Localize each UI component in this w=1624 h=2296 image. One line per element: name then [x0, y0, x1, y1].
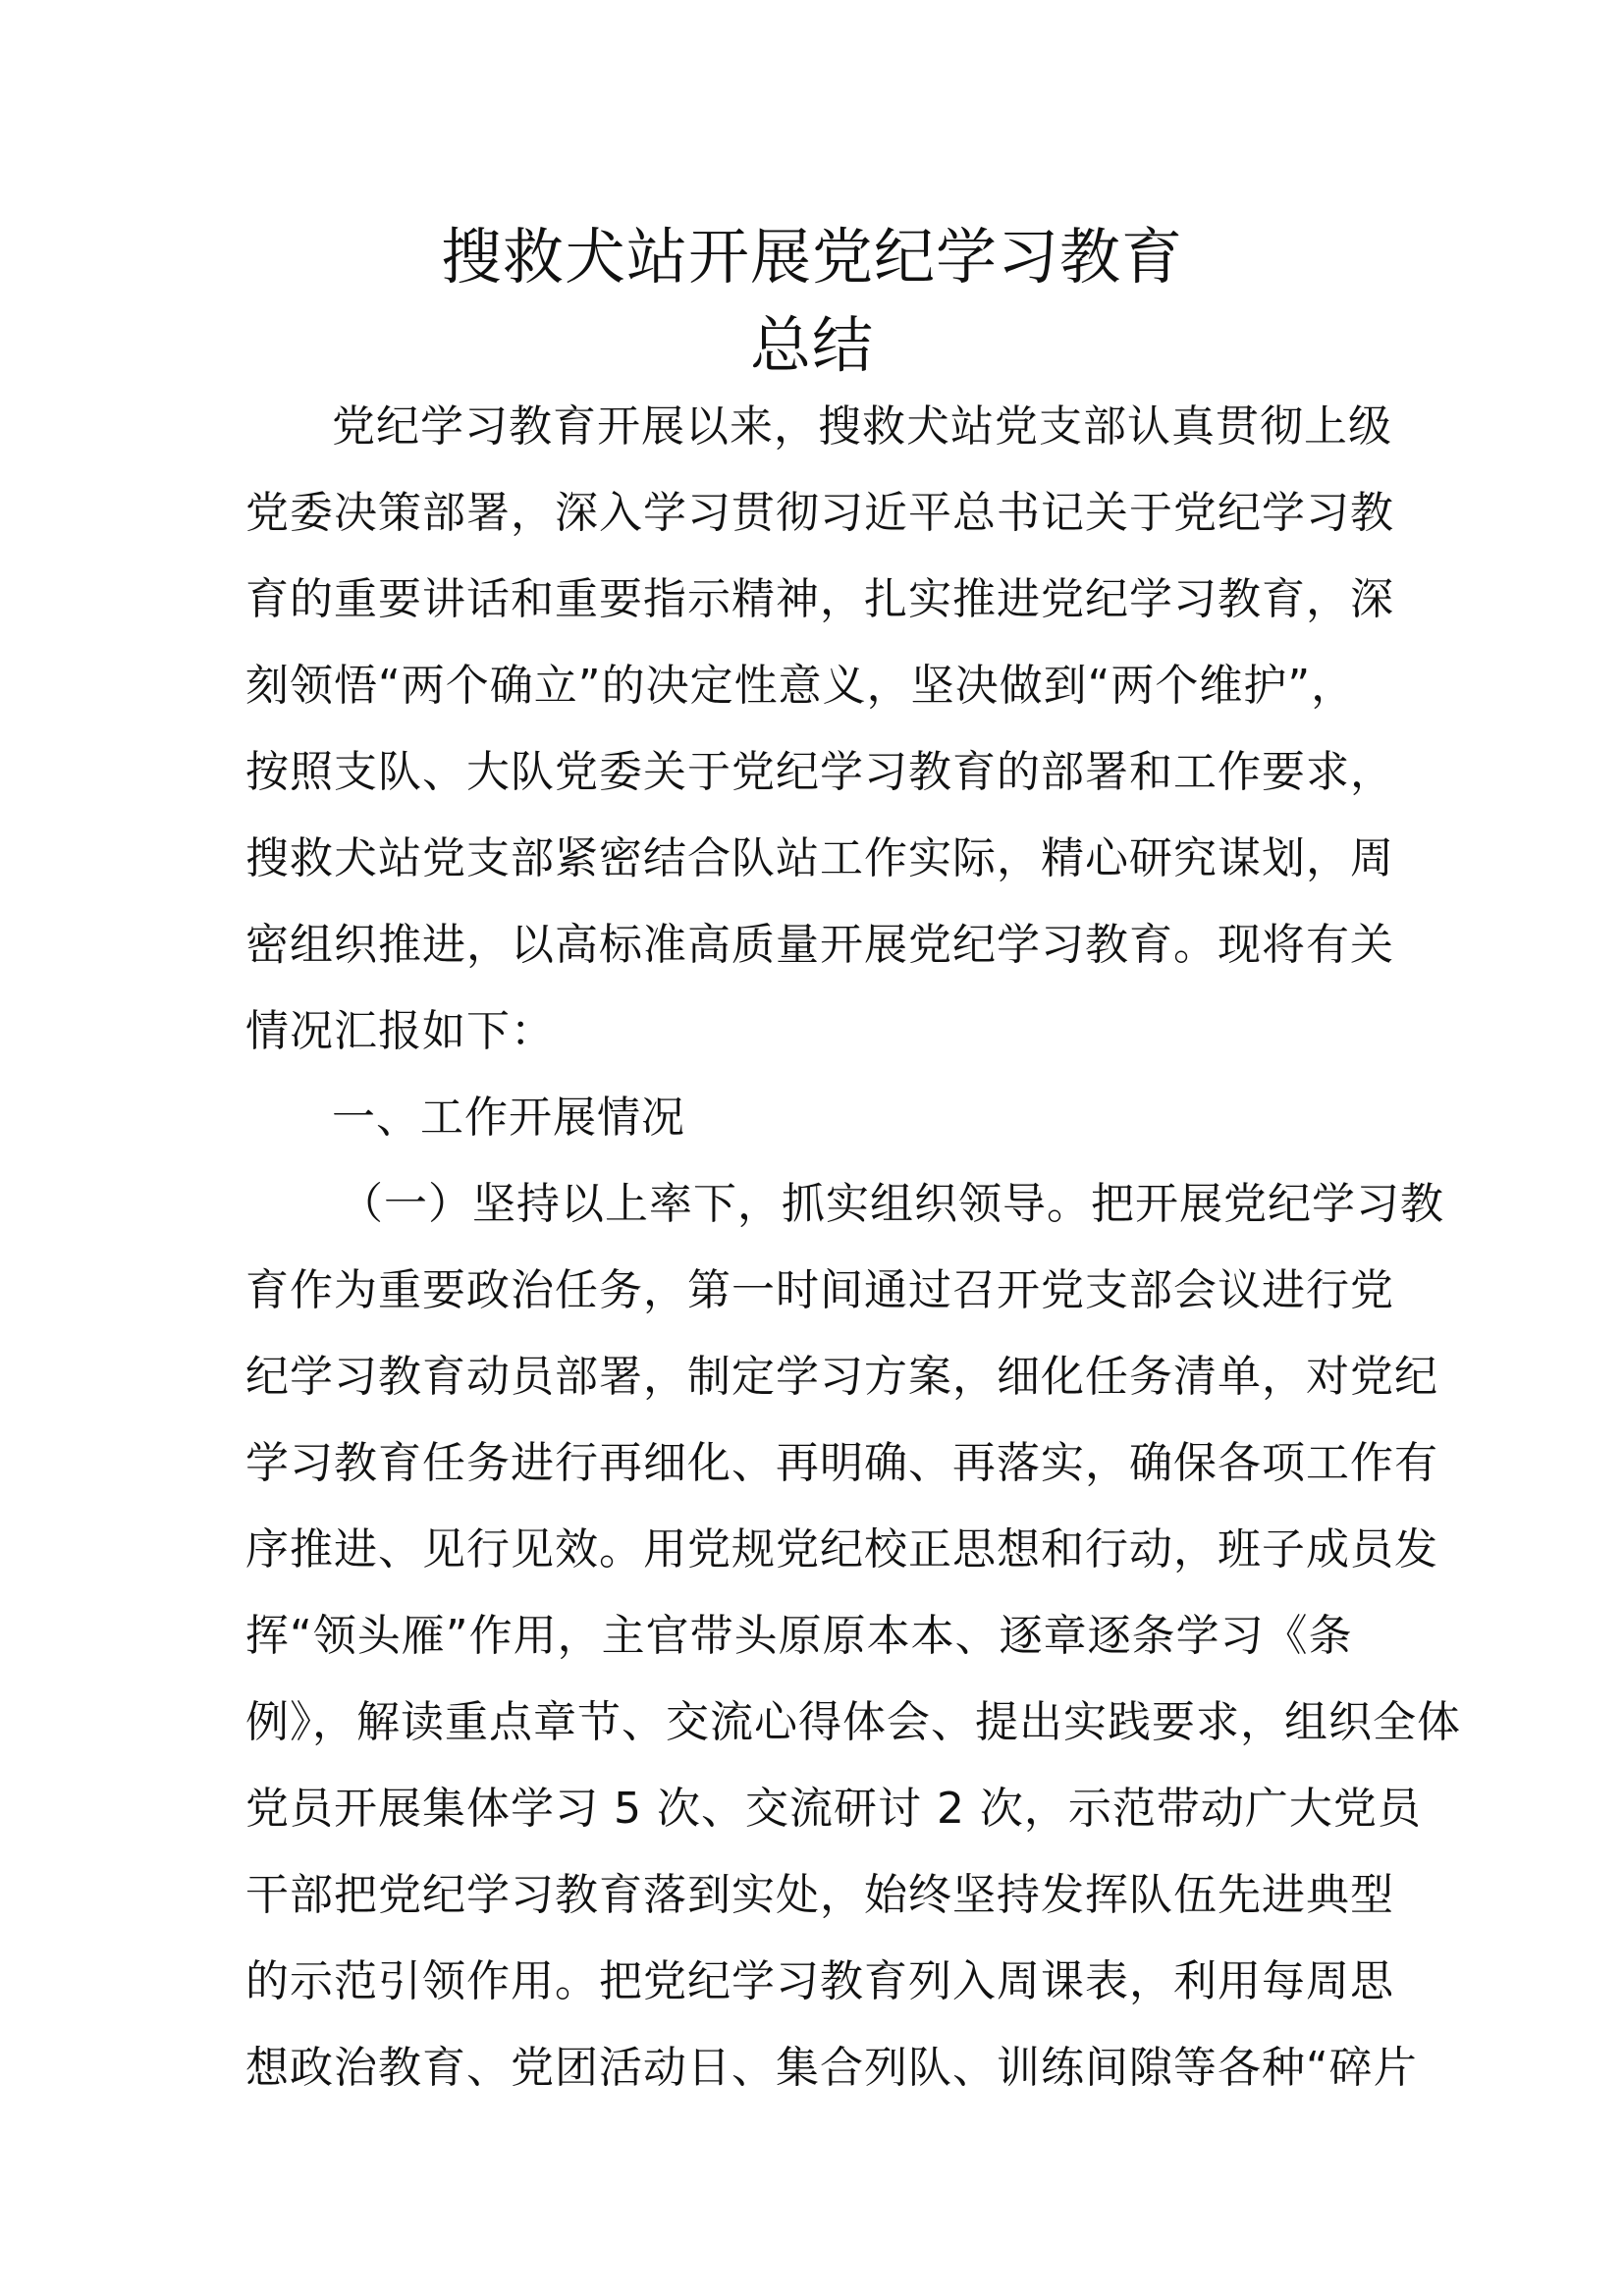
paragraph-line: 例》，解读重点章节、交流心得体会、提出实践要求，组织全体	[245, 1697, 1461, 1747]
paragraph-line: 育作为重要政治任务，第一时间通过召开党支部会议进行党	[245, 1265, 1394, 1315]
intro-line: 刻领悟“两个确立”的决定性意义，坚决做到“两个维护”，	[245, 661, 1356, 711]
intro-line: 密组织推进，以高标准高质量开展党纪学习教育。现将有关	[245, 920, 1394, 970]
paragraph-line: 学习教育任务进行再细化、再明确、再落实，确保各项工作有	[245, 1438, 1438, 1488]
paragraph-line: 党员开展集体学习 5 次、交流研讨 2 次，示范带动广大党员	[245, 1784, 1422, 1834]
section-heading: 一、工作开展情况	[332, 1093, 685, 1143]
intro-line: 按照支队、大队党委关于党纪学习教育的部署和工作要求，	[245, 747, 1394, 797]
intro-line: 情况汇报如下：	[245, 1006, 555, 1056]
paragraph-line: 序推进、见行见效。用党规党纪校正思想和行动，班子成员发	[245, 1524, 1438, 1575]
paragraph-line: 的示范引领作用。把党纪学习教育列入周课表，利用每周思	[245, 1956, 1394, 2006]
paragraph-line: （一）坚持以上率下，抓实组织领导。把开展党纪学习教	[340, 1179, 1444, 1229]
paragraph-line: 想政治教育、党团活动日、集合列队、训练间隙等各种“碎片	[245, 2043, 1418, 2093]
intro-line: 党纪学习教育开展以来，搜救犬站党支部认真贯彻上级	[332, 401, 1392, 452]
intro-line: 搜救犬站党支部紧密结合队站工作实际，精心研究谋划，周	[245, 833, 1394, 883]
paragraph-line: 挥“领头雁”作用，主官带头原原本本、逐章逐条学习《条	[245, 1611, 1353, 1661]
intro-line: 党委决策部署，深入学习贯彻习近平总书记关于党纪学习教	[245, 488, 1394, 538]
document-title-line-2: 总结	[749, 309, 874, 381]
intro-line: 育的重要讲话和重要指示精神，扎实推进党纪学习教育，深	[245, 574, 1394, 624]
paragraph-line: 干部把党纪学习教育落到实处，始终坚持发挥队伍先进典型	[245, 1870, 1394, 1920]
paragraph-line: 纪学习教育动员部署，制定学习方案，细化任务清单，对党纪	[245, 1352, 1438, 1402]
document-title: 搜救犬站开展党纪学习教育	[440, 221, 1183, 293]
